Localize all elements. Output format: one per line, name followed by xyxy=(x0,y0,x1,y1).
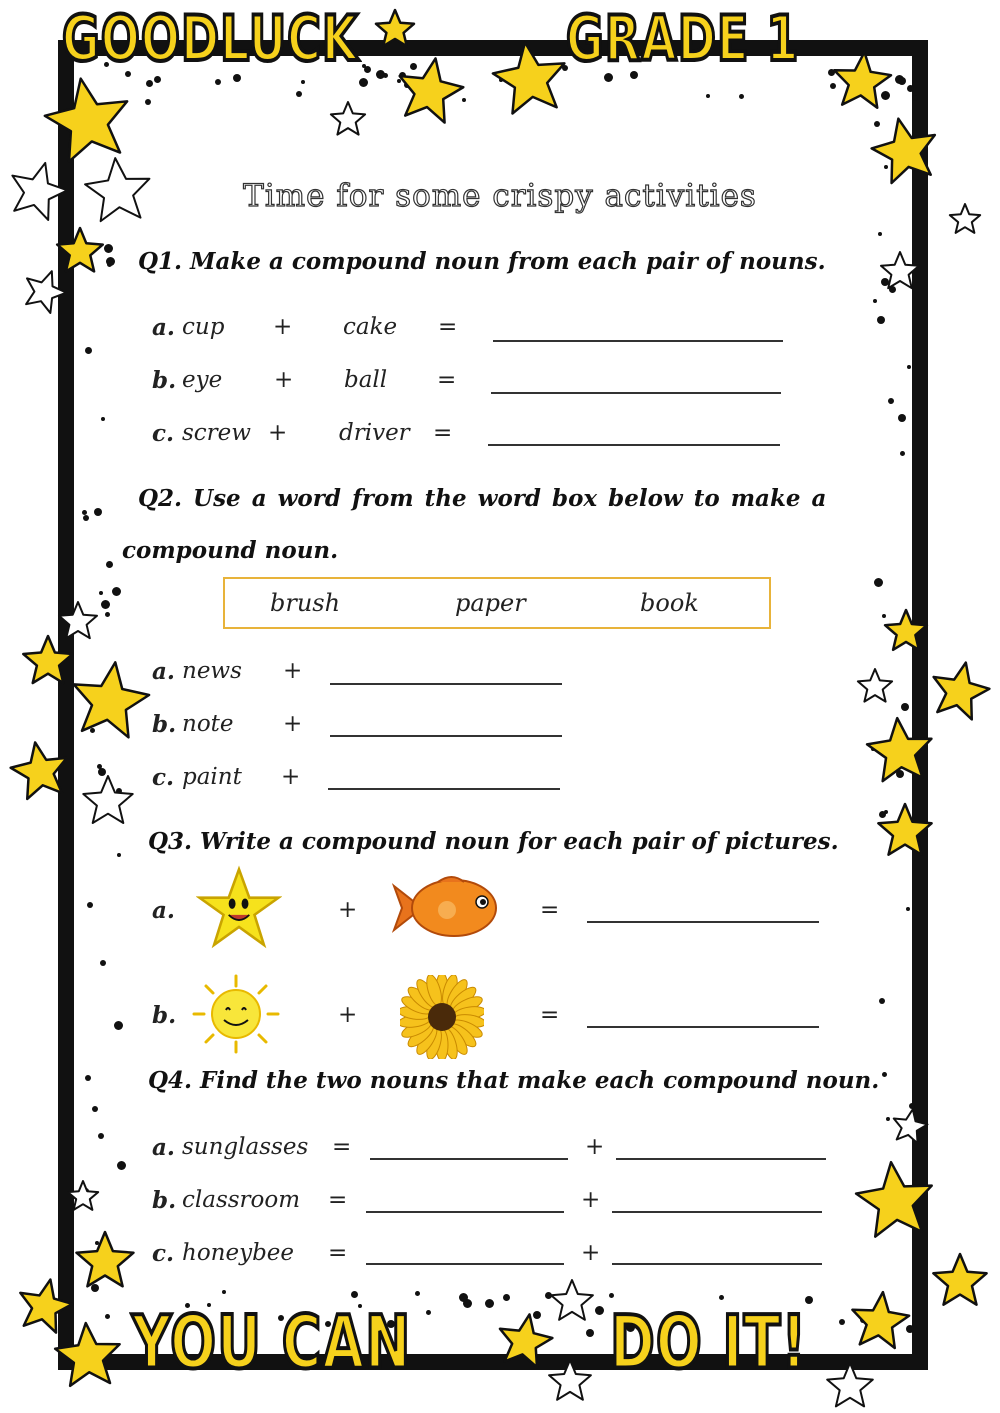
q2-answer-blank[interactable] xyxy=(328,788,560,790)
q2-answer-blank[interactable] xyxy=(330,735,562,737)
q1-answer-blank[interactable] xyxy=(491,392,781,394)
decorative-star-icon xyxy=(885,1100,936,1151)
decorative-dot xyxy=(146,80,153,87)
decorative-dot xyxy=(873,299,877,303)
decorative-dot xyxy=(301,80,305,84)
q1-title: Q1. Make a compound noun from each pair of nouns. xyxy=(138,248,826,275)
q1-answer-blank[interactable] xyxy=(493,340,783,342)
decorative-star-icon xyxy=(928,1248,992,1312)
decorative-dot xyxy=(351,1291,358,1298)
q3-plus: + xyxy=(338,897,358,923)
q4-word: sunglasses xyxy=(182,1134,309,1160)
banner-do-it: DO IT! xyxy=(610,1300,808,1386)
q1-row-b xyxy=(152,367,176,394)
q4-row-letter: c. xyxy=(152,1240,175,1267)
q1-word1: screw xyxy=(182,420,251,446)
q1-word2: cake xyxy=(343,314,398,340)
q4-row-b xyxy=(152,1187,176,1214)
q4-row-letter: a. xyxy=(152,1134,175,1161)
q4-title: Q4. Find the two nouns that make each compound noun. xyxy=(148,1067,880,1094)
decorative-star-icon xyxy=(876,246,924,294)
q4-row-c xyxy=(152,1240,174,1267)
q2-row-letter: b. xyxy=(152,711,177,738)
decorative-dot xyxy=(222,1290,226,1294)
decorative-star-icon xyxy=(78,770,138,830)
star-icon xyxy=(196,865,282,951)
q3-answer-blank[interactable] xyxy=(587,1026,819,1028)
decorative-dot xyxy=(145,99,151,105)
q3-row-b xyxy=(152,1002,176,1029)
q4-answer-blank-2[interactable] xyxy=(612,1263,822,1265)
decorative-star-icon xyxy=(1,731,80,810)
q4-word: honeybee xyxy=(182,1240,295,1266)
q4-answer-blank-1[interactable] xyxy=(366,1263,564,1265)
q2-word: note xyxy=(182,711,234,737)
q2-plus: + xyxy=(281,764,301,790)
decorative-dot xyxy=(117,853,121,857)
flower-icon xyxy=(400,975,484,1059)
q4-plus: + xyxy=(581,1240,601,1266)
decorative-star-icon xyxy=(47,1314,128,1395)
q3-row-a xyxy=(152,897,175,924)
word-box-item: paper xyxy=(455,589,526,617)
q2-title-line1: Q2. Use a word from the word box below to make a xyxy=(138,485,827,512)
decorative-star-icon xyxy=(60,650,159,749)
fish-icon xyxy=(392,872,504,944)
decorative-dot xyxy=(882,1072,887,1077)
q1-row-a xyxy=(152,314,175,341)
q1-equals: = xyxy=(437,367,457,393)
q1-word1: eye xyxy=(182,367,223,393)
q3-plus: + xyxy=(338,1002,358,1028)
q2-word: news xyxy=(182,658,242,684)
decorative-star-icon xyxy=(54,596,102,644)
decorative-dot xyxy=(888,398,894,404)
q1-plus: + xyxy=(273,314,293,340)
q1-equals: = xyxy=(438,314,458,340)
q1-word2: ball xyxy=(344,367,388,393)
decorative-star-icon xyxy=(822,1357,878,1413)
decorative-star-icon xyxy=(386,46,474,134)
word-box xyxy=(223,577,771,629)
sun-icon xyxy=(188,974,284,1054)
q4-answer-blank-1[interactable] xyxy=(366,1211,564,1213)
decorative-dot xyxy=(100,960,106,966)
q4-equals: = xyxy=(332,1134,352,1160)
decorative-star-icon xyxy=(843,1283,918,1358)
page-subtitle: Time for some crispy activities xyxy=(243,178,757,214)
decorative-dot xyxy=(898,414,906,422)
decorative-star-icon xyxy=(63,1175,103,1215)
q1-word2: driver xyxy=(339,420,410,446)
q4-row-a xyxy=(152,1134,175,1161)
decorative-star-icon xyxy=(326,96,370,140)
q3-row-letter: a. xyxy=(152,897,175,924)
q3-answer-blank[interactable] xyxy=(587,921,819,923)
q2-plus: + xyxy=(283,711,303,737)
decorative-dot xyxy=(839,1319,845,1325)
q3-title: Q3. Write a compound noun for each pair of pictures. xyxy=(148,828,839,855)
q1-row-letter: a. xyxy=(152,314,175,341)
q4-equals: = xyxy=(328,1240,348,1266)
q2-plus: + xyxy=(283,658,303,684)
q4-word: classroom xyxy=(182,1187,301,1213)
decorative-dot xyxy=(85,347,92,354)
decorative-dot xyxy=(900,451,905,456)
q2-word: paint xyxy=(182,764,242,790)
decorative-star-icon xyxy=(483,31,578,126)
q3-row-letter: b. xyxy=(152,1002,177,1029)
q2-row-a xyxy=(152,658,175,685)
q1-word1: cup xyxy=(182,314,225,340)
decorative-star-icon xyxy=(880,604,932,656)
q2-title-line2: compound noun. xyxy=(122,537,339,564)
q2-answer-blank[interactable] xyxy=(330,683,562,685)
q4-equals: = xyxy=(328,1187,348,1213)
decorative-dot xyxy=(98,1133,104,1139)
q1-plus: + xyxy=(268,420,288,446)
q1-answer-blank[interactable] xyxy=(488,444,780,446)
decorative-dot xyxy=(99,591,103,595)
q4-plus: + xyxy=(581,1187,601,1213)
decorative-star-icon xyxy=(544,1354,596,1406)
decorative-dot xyxy=(877,316,885,324)
banner-goodluck: GOODLUCK xyxy=(62,2,359,75)
banner-grade: GRADE 1 xyxy=(566,2,800,75)
decorative-dot xyxy=(105,612,110,617)
q2-row-letter: a. xyxy=(152,658,175,685)
decorative-dot xyxy=(215,79,221,85)
flower-center xyxy=(428,1003,456,1031)
q3-equals: = xyxy=(540,897,560,923)
q2-row-c xyxy=(152,764,174,791)
q1-plus: + xyxy=(274,367,294,393)
decorative-star-icon xyxy=(847,1152,944,1249)
q3-equals: = xyxy=(540,1002,560,1028)
q2-row-b xyxy=(152,711,176,738)
q1-row-c xyxy=(152,420,174,447)
decorative-dot xyxy=(359,78,368,87)
decorative-dot xyxy=(503,1294,510,1301)
decorative-dot xyxy=(609,1293,614,1298)
q1-row-letter: b. xyxy=(152,367,177,394)
decorative-dot xyxy=(879,998,885,1004)
word-box-item: book xyxy=(640,589,699,617)
decorative-dot xyxy=(83,515,89,521)
decorative-dot xyxy=(586,1329,594,1337)
q2-row-letter: c. xyxy=(152,764,175,791)
decorative-star-icon xyxy=(371,4,419,52)
q4-answer-blank-2[interactable] xyxy=(612,1211,822,1213)
decorative-dot xyxy=(907,85,914,92)
q4-answer-blank-1[interactable] xyxy=(370,1158,568,1160)
q4-plus: + xyxy=(585,1134,605,1160)
decorative-star-icon xyxy=(873,798,937,862)
q1-row-letter: c. xyxy=(152,420,175,447)
word-box-item: brush xyxy=(270,589,341,617)
q1-equals: = xyxy=(433,420,453,446)
decorative-star-icon xyxy=(859,709,941,791)
decorative-star-icon xyxy=(825,43,899,117)
page-frame xyxy=(58,40,928,1370)
decorative-dot xyxy=(101,600,110,609)
banner-you-can: YOU CAN xyxy=(132,1300,412,1386)
decorative-star-icon xyxy=(853,663,897,707)
q4-row-letter: b. xyxy=(152,1187,177,1214)
q4-answer-blank-2[interactable] xyxy=(616,1158,826,1160)
